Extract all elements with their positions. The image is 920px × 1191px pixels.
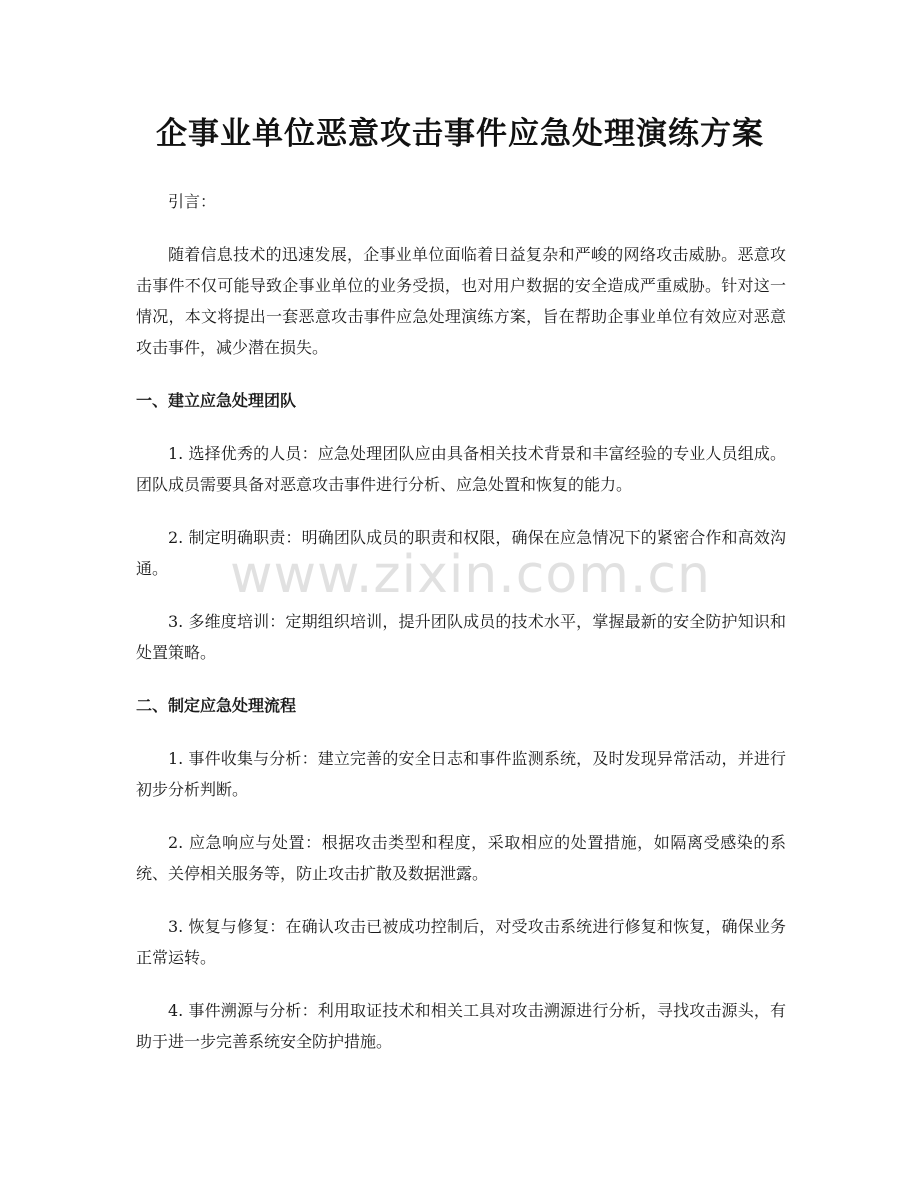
process-item-3: 3. 恢复与修复：在确认攻击已被成功控制后，对受攻击系统进行修复和恢复，确保业务正常运转。 bbox=[136, 917, 786, 967]
document-body bbox=[136, 186, 786, 1079]
document-title: 企事业单位恶意攻击事件应急处理演练方案 bbox=[156, 116, 764, 152]
intro-paragraph: 随着信息技术的迅速发展，企事业单位面临着日益复杂和严峻的网络攻击威胁。恶意攻击事件不仅可能导致企事业单位的业务受损，也对用户数据的安全造成严重威胁。针对这一情况，本文将提出一套恶意攻击事件应急处理演练方案，旨在帮助企事业单位有效应对恶意攻击事件，减少潜在损失。 bbox=[136, 245, 786, 357]
team-item-1: 1. 选择优秀的人员：应急处理团队应由具备相关技术背景和丰富经验的专业人员组成。团队成员需要具备对恶意攻击事件进行分析、应急处置和恢复的能力。 bbox=[136, 444, 786, 494]
team-item-2: 2. 制定明确职责：明确团队成员的职责和权限，确保在应急情况下的紧密合作和高效沟通。 bbox=[136, 528, 786, 578]
process-item-1: 1. 事件收集与分析：建立完善的安全日志和事件监测系统，及时发现异常活动，并进行初步分析判断。 bbox=[136, 749, 786, 799]
intro-label: 引言： bbox=[168, 192, 217, 211]
process-item-4: 4. 事件溯源与分析：利用取证技术和相关工具对攻击溯源进行分析，寻找攻击源头，有助于进一步完善系统安全防护措施。 bbox=[136, 1001, 786, 1051]
section-heading-process: 二、制定应急处理流程 bbox=[136, 696, 297, 715]
watermark: www.zixin.com.cn bbox=[230, 545, 711, 605]
team-item-3: 3. 多维度培训：定期组织培训，提升团队成员的技术水平，掌握最新的安全防护知识和处置策略。 bbox=[136, 612, 786, 662]
process-item-2: 2. 应急响应与处置：根据攻击类型和程度，采取相应的处置措施，如隔离受感染的系统、关停相关服务等，防止攻击扩散及数据泄露。 bbox=[136, 833, 786, 883]
section-heading-team: 一、建立应急处理团队 bbox=[136, 391, 297, 410]
